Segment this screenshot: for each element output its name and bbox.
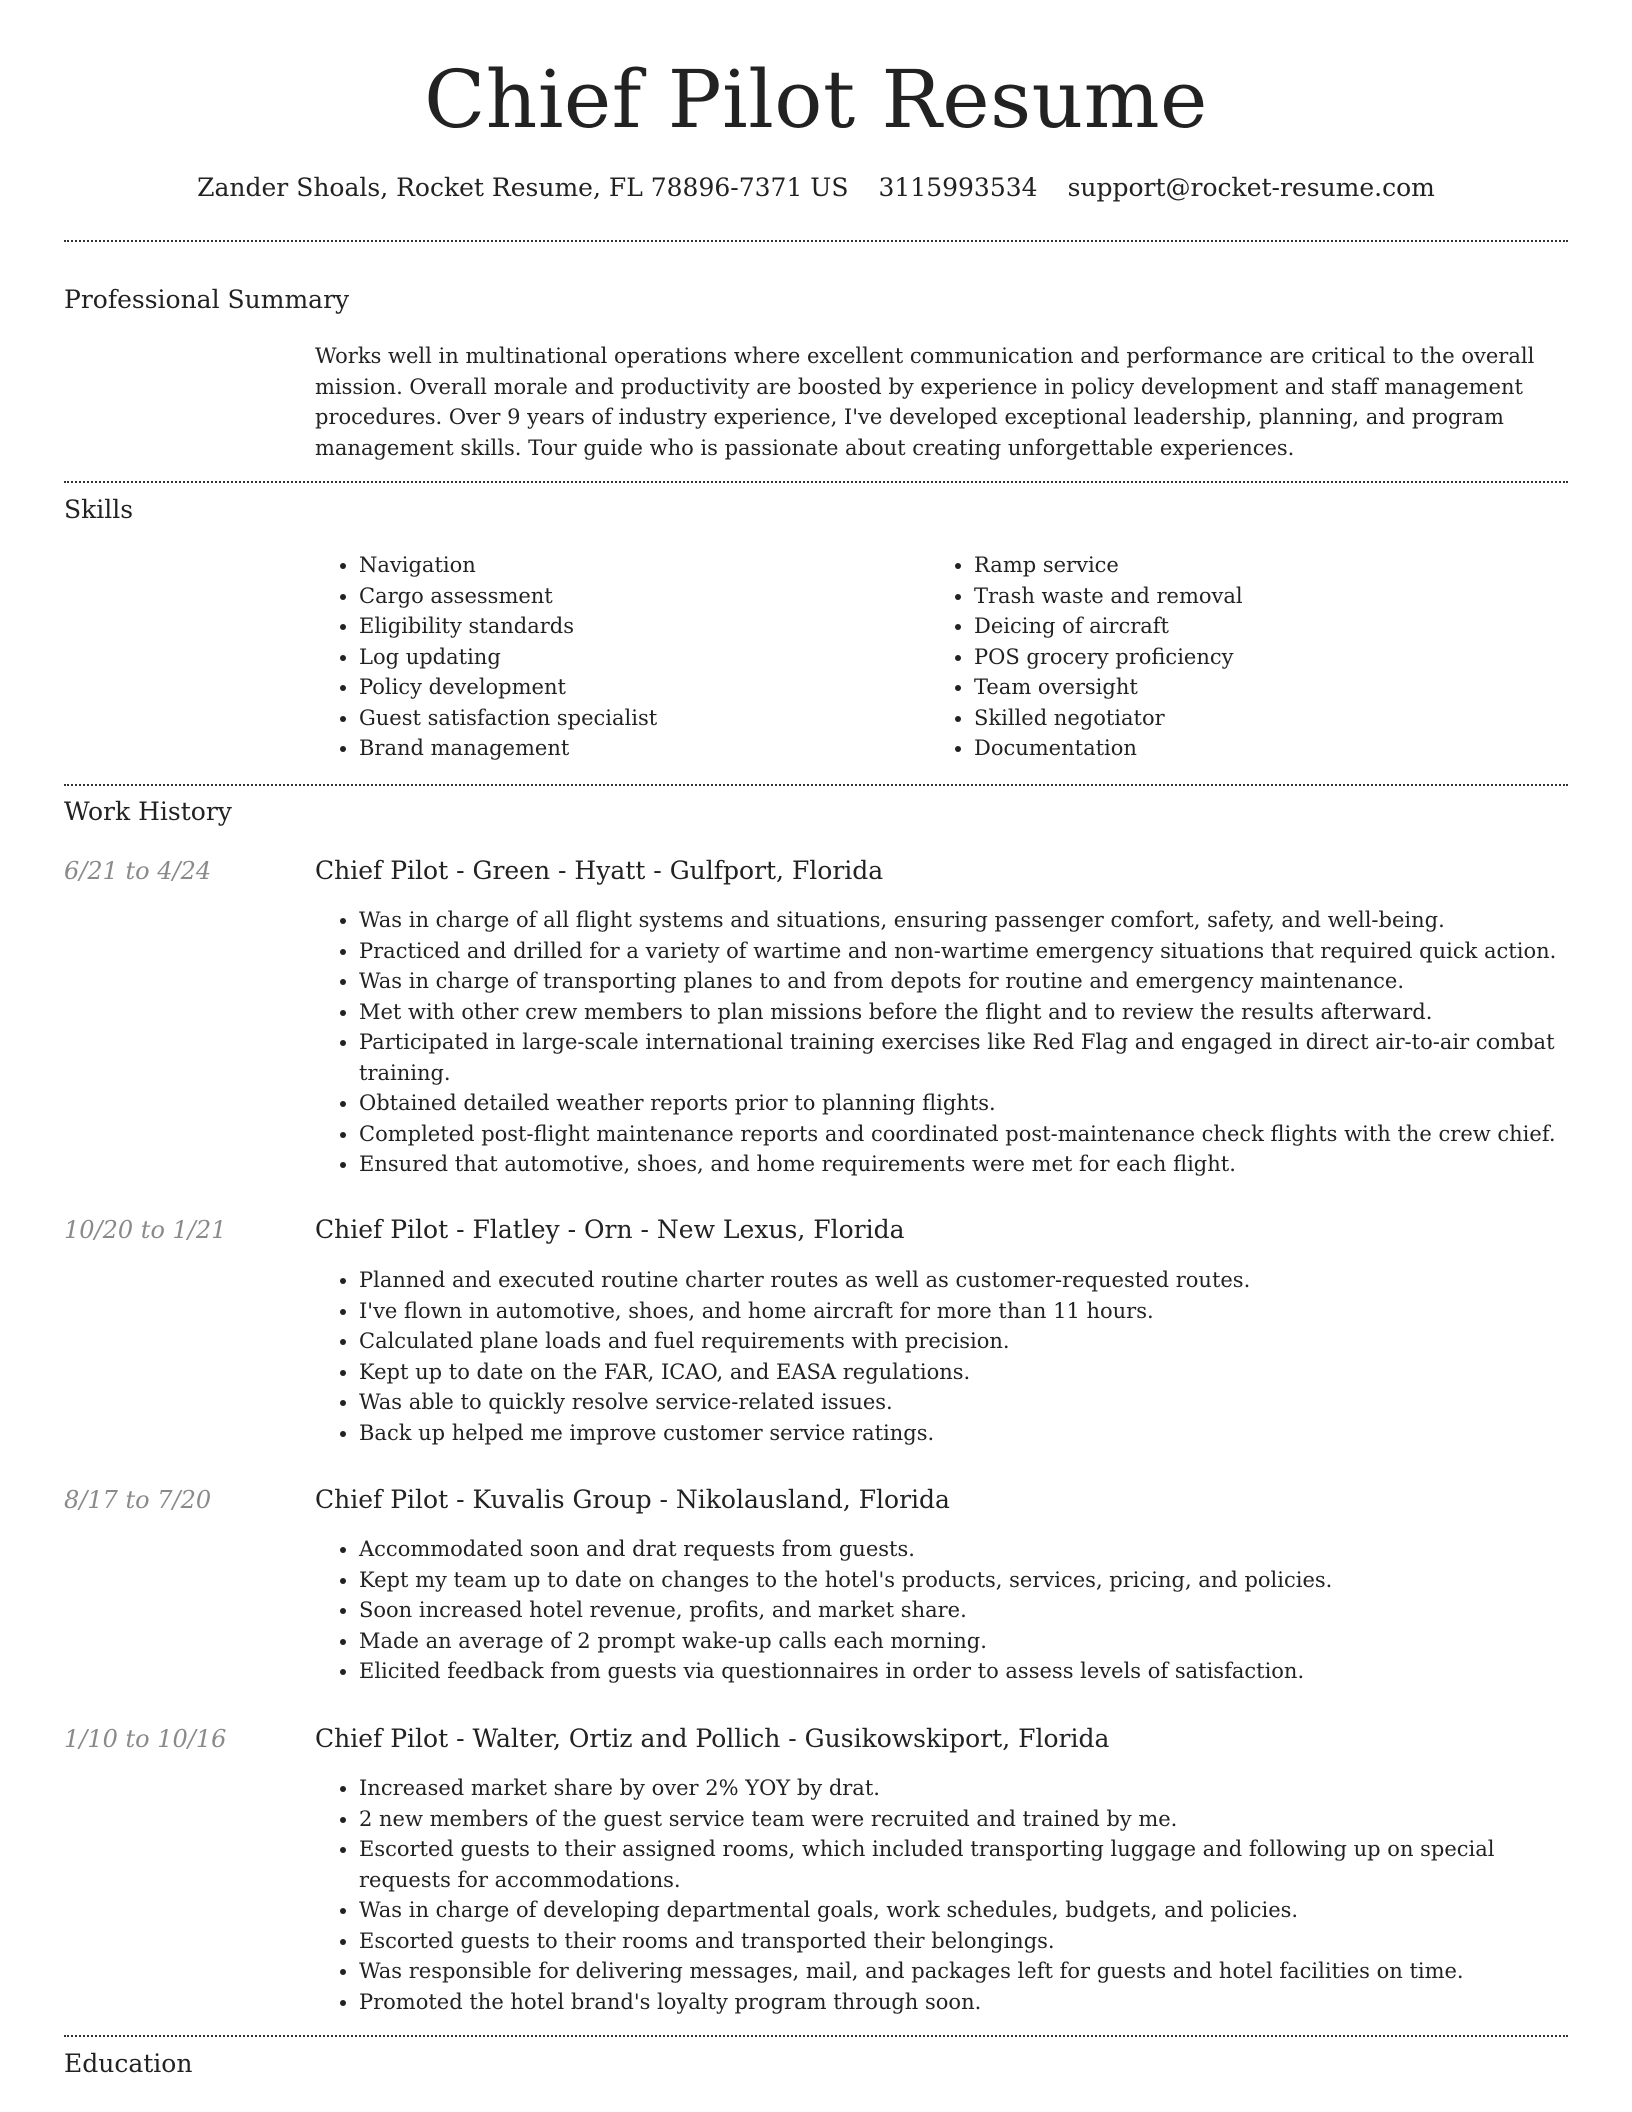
- job-bullet: • Ensured that automotive, shoes, and home requirements were met for each flight.: [359, 1149, 1568, 1180]
- job-bullet: • Planned and executed routine charter routes as well as customer-requested routes.: [359, 1265, 1568, 1296]
- job-bullet: • Made an average of 2 prompt wake-up calls each morning.: [359, 1626, 1568, 1657]
- work-heading: Work History: [64, 797, 232, 826]
- job-bullets: [315, 1773, 1568, 2017]
- skills-list-left: [315, 550, 915, 764]
- skill-item: • Documentation: [974, 733, 1530, 764]
- skill-item: • Policy development: [359, 672, 915, 703]
- job-bullet: • Obtained detailed weather reports prior to planning flights.: [359, 1088, 1568, 1119]
- job-dates: 10/20 to 1/21: [64, 1216, 227, 1244]
- divider: [64, 481, 1568, 483]
- skill-item: • Ramp service: [974, 550, 1530, 581]
- job-dates: 8/17 to 7/20: [64, 1486, 212, 1514]
- divider: [64, 784, 1568, 786]
- job-bullet: • Accommodated soon and drat requests from guests.: [359, 1534, 1568, 1565]
- job-title: Chief Pilot - Kuvalis Group - Nikolausland, Florida: [315, 1485, 950, 1514]
- contact-phone: 3115993534: [878, 173, 1038, 202]
- job-bullet: • Increased market share by over 2% YOY by drat.: [359, 1773, 1568, 1804]
- skill-item: • Log updating: [359, 642, 915, 673]
- job-bullet: • Practiced and drilled for a variety of wartime and non-wartime emergency situations that required quick action.: [359, 936, 1568, 967]
- skills-heading: Skills: [64, 495, 134, 524]
- education-heading: Education: [64, 2049, 193, 2078]
- job-bullet: • Calculated plane loads and fuel requirements with precision.: [359, 1326, 1568, 1357]
- job-bullet: • Back up helped me improve customer service ratings.: [359, 1418, 1568, 1449]
- skill-item: • Team oversight: [974, 672, 1530, 703]
- job-bullet: • Completed post-flight maintenance reports and coordinated post-maintenance check flights with the crew chief.: [359, 1119, 1568, 1150]
- skill-item: • Deicing of aircraft: [974, 611, 1530, 642]
- job-bullet: • Kept up to date on the FAR, ICAO, and EASA regulations.: [359, 1357, 1568, 1388]
- contact-email: support@rocket-resume.com: [1067, 173, 1435, 202]
- skill-item: • POS grocery proficiency: [974, 642, 1530, 673]
- skill-item: • Guest satisfaction specialist: [359, 703, 915, 734]
- divider: [64, 2035, 1568, 2037]
- job-bullet: • Escorted guests to their assigned rooms, which included transporting luggage and following up on special requests for accommodations.: [359, 1834, 1568, 1895]
- job-bullets: [315, 905, 1568, 1180]
- skill-item: • Navigation: [359, 550, 915, 581]
- skill-item: • Trash waste and removal: [974, 581, 1530, 612]
- job-bullet: • Elicited feedback from guests via questionnaires in order to assess levels of satisfaction.: [359, 1656, 1568, 1687]
- job-dates: 1/10 to 10/16: [64, 1725, 227, 1753]
- summary-heading: Professional Summary: [64, 285, 350, 314]
- job-bullet: • Was in charge of transporting planes to and from depots for routine and emergency maintenance.: [359, 966, 1568, 997]
- resume-title: Chief Pilot Resume: [424, 53, 1208, 146]
- job-bullet: • Promoted the hotel brand's loyalty program through soon.: [359, 1987, 1568, 2018]
- job-bullet: • Was in charge of all flight systems and situations, ensuring passenger comfort, safety, and well-being.: [359, 905, 1568, 936]
- contact-address: Zander Shoals, Rocket Resume, FL 78896-7371 US: [197, 173, 849, 202]
- divider: [64, 240, 1568, 242]
- contact-line: [64, 172, 1568, 204]
- summary-text: Works well in multinational operations where excellent communication and performance are critical to the overall mission. Overall morale and productivity are boosted by experience in policy development and staff management procedures. Over 9 years of industry experience, I've developed exceptional leadership, planning, and program management skills. Tour guide who is passionate about creating unforgettable experiences.: [315, 344, 1535, 460]
- job-bullet: • Was able to quickly resolve service-related issues.: [359, 1387, 1568, 1418]
- job-bullets: [315, 1534, 1568, 1687]
- job-title: Chief Pilot - Walter, Ortiz and Pollich - Gusikowskiport, Florida: [315, 1724, 1110, 1753]
- job-bullet: • Met with other crew members to plan missions before the flight and to review the results afterward.: [359, 997, 1568, 1028]
- job-bullet: • Escorted guests to their rooms and transported their belongings.: [359, 1926, 1568, 1957]
- skills-list-right: [930, 550, 1530, 764]
- skill-item: • Brand management: [359, 733, 915, 764]
- job-bullet: • I've flown in automotive, shoes, and home aircraft for more than 11 hours.: [359, 1296, 1568, 1327]
- job-bullet: • Participated in large-scale international training exercises like Red Flag and engaged in direct air-to-air combat training.: [359, 1027, 1568, 1088]
- skill-item: • Skilled negotiator: [974, 703, 1530, 734]
- job-title: Chief Pilot - Green - Hyatt - Gulfport, Florida: [315, 856, 884, 885]
- job-bullet: • 2 new members of the guest service team were recruited and trained by me.: [359, 1804, 1568, 1835]
- job-title: Chief Pilot - Flatley - Orn - New Lexus, Florida: [315, 1215, 905, 1244]
- skill-item: • Eligibility standards: [359, 611, 915, 642]
- job-bullet: • Soon increased hotel revenue, profits, and market share.: [359, 1595, 1568, 1626]
- job-dates: 6/21 to 4/24: [64, 857, 212, 885]
- job-bullet: • Was in charge of developing departmental goals, work schedules, budgets, and policies.: [359, 1895, 1568, 1926]
- job-bullet: • Kept my team up to date on changes to the hotel's products, services, pricing, and policies.: [359, 1565, 1568, 1596]
- job-bullets: [315, 1265, 1568, 1448]
- job-bullet: • Was responsible for delivering messages, mail, and packages left for guests and hotel facilities on time.: [359, 1956, 1568, 1987]
- skill-item: • Cargo assessment: [359, 581, 915, 612]
